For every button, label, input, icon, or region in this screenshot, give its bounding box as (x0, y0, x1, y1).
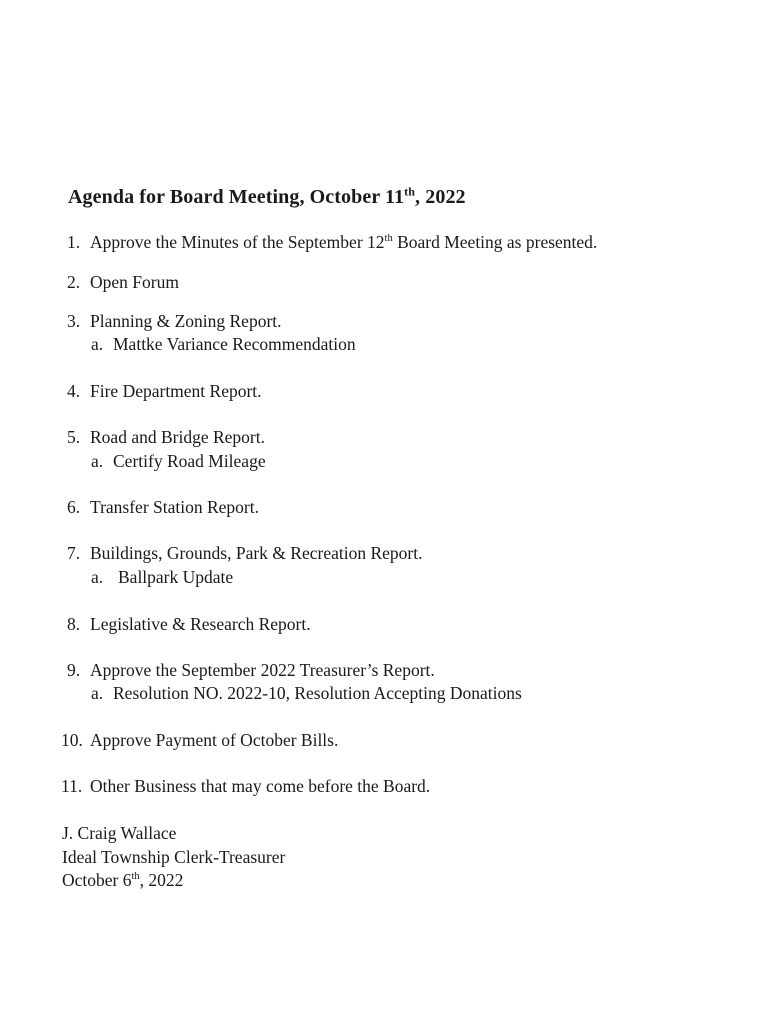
signature-role: Ideal Township Clerk-Treasurer (62, 847, 286, 867)
agenda-item-2: 2. Open Forum (67, 272, 179, 292)
agenda-item-1: 1. Approve the Minutes of the September 12th Board Meeting as presented. (67, 232, 598, 252)
agenda-item-6: 6. Transfer Station Report. (67, 497, 259, 517)
agenda-item-5: 5. Road and Bridge Report. (67, 427, 265, 447)
agenda-item-8: 8. Legislative & Research Report. (67, 614, 311, 634)
signature-date: October 6th, 2022 (62, 870, 184, 890)
page-title: Agenda for Board Meeting, October 11th, 2022 (68, 184, 466, 208)
agenda-item-7: 7. Buildings, Grounds, Park & Recreation Report. (67, 543, 423, 563)
agenda-item-11: 11. Other Business that may come before the Board. (61, 776, 431, 796)
agenda-subitem-7a: a. Ballpark Update (91, 567, 234, 587)
agenda-item-3: 3. Planning & Zoning Report. (67, 311, 282, 331)
signature-name: J. Craig Wallace (62, 823, 177, 843)
agenda-subitem-5a: a. Certify Road Mileage (91, 451, 266, 471)
agenda-item-10: 10. Approve Payment of October Bills. (61, 730, 339, 750)
agenda-subitem-3a: a. Mattke Variance Recommendation (91, 334, 356, 354)
agenda-subitem-9a: a. Resolution NO. 2022-10, Resolution Accepting Donations (91, 683, 522, 703)
agenda-item-9: 9. Approve the September 2022 Treasurer’s Report. (67, 660, 435, 680)
agenda-item-4: 4. Fire Department Report. (67, 381, 262, 401)
